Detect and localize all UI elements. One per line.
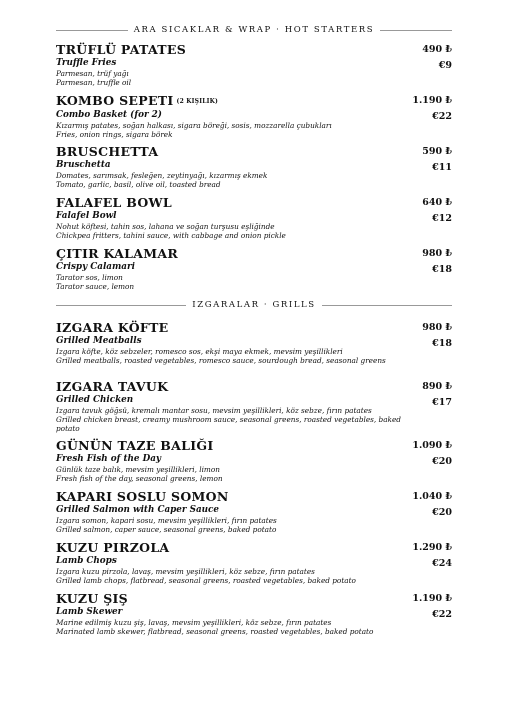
menu-item-truflu-patates (56, 42, 452, 87)
price-eur: €20 (432, 456, 452, 467)
item-description-tr: Izgara kuzu pirzola, lavaş, mevsim yeşillikleri, köz sebze, fırın patates (56, 567, 315, 576)
item-description-tr: Parmesan, trüf yağı (56, 69, 129, 78)
section-header-grills (56, 299, 452, 311)
item-name: GÜNÜN TAZE BALIĞI (56, 438, 214, 453)
item-name: ÇITIR KALAMAR (56, 246, 179, 261)
menu-item-citir-kalamar (56, 246, 452, 291)
price-eur: €18 (432, 338, 452, 349)
item-name: FALAFEL BOWL (56, 195, 172, 210)
price-eur: €18 (432, 264, 452, 275)
item-description-tr: Nohut köftesi, tahin sos, lahana ve soğan turşusu eşliğinde (56, 222, 275, 231)
item-english-name: Bruschetta (56, 160, 111, 170)
item-english-name: Combo Basket (for 2) (56, 110, 162, 120)
section-header-hot-starters (56, 24, 452, 36)
item-description-en: Chickpea fritters, tahini sauce, with cabbage and onion pickle (56, 231, 286, 240)
menu-item-kuzu-pirzola (56, 540, 452, 585)
price-eur: €12 (432, 213, 452, 224)
item-english-name: Falafel Bowl (56, 211, 117, 221)
menu-item-kuzu-sis (56, 591, 452, 636)
item-english-name: Lamb Chops (56, 556, 117, 566)
price-try: 590 ₺ (422, 146, 452, 157)
menu-item-gunun-taze-baligi (56, 438, 452, 483)
item-description-tr: Domates, sarımsak, fesleğen, zeytinyağı, kızarmış ekmek (56, 171, 268, 180)
menu-item-izgara-kofte (56, 320, 452, 365)
item-name: IZGARA KÖFTE (56, 320, 169, 335)
item-english-name: Lamb Skewer (56, 607, 123, 617)
price-try: 1.040 ₺ (412, 491, 452, 502)
price-try: 980 ₺ (422, 248, 452, 259)
item-description-en: Grilled salmon, caper sauce, seasonal greens, baked potato (56, 525, 277, 534)
price-eur: €20 (432, 507, 452, 518)
menu-item-kombo-sepeti (56, 93, 452, 139)
price-try: 490 ₺ (422, 44, 452, 55)
price-try: 1.290 ₺ (412, 542, 452, 553)
item-description-en: Tarator sauce, lemon (56, 282, 135, 291)
item-name: KAPARI SOSLU SOMON (56, 489, 229, 504)
item-name: TRÜFLÜ PATATES (56, 42, 187, 57)
item-description-en: Tomato, garlic, basil, olive oil, toasted bread (56, 180, 221, 189)
item-description-tr: Günlük taze balık, mevsim yeşillikleri, limon (56, 465, 220, 474)
price-try: 640 ₺ (422, 197, 452, 208)
item-description-tr: Izgara somon, kapari sosu, mevsim yeşillikleri, fırın patates (56, 516, 277, 525)
item-name: KUZU ŞIŞ (56, 591, 128, 606)
price-try: 1.090 ₺ (412, 440, 452, 451)
price-eur: €9 (438, 60, 452, 71)
price-eur: €11 (432, 162, 452, 173)
item-serving-note: (2 KIŞILIK) (176, 98, 219, 105)
item-description-en: Grilled meatballs, roasted vegetables, romesco sauce, sourdough bread, seasonal greens (56, 356, 386, 365)
item-description-en: Grilled lamb chops, flatbread, seasonal greens, roasted vegetables, baked potato (56, 576, 356, 585)
item-description-tr: Tarator sos, limon (56, 273, 123, 282)
item-english-name: Grilled Meatballs (56, 336, 142, 346)
price-try: 1.190 ₺ (412, 593, 452, 604)
item-description-en: Fresh fish of the day, seasonal greens, lemon (56, 474, 223, 483)
item-description-en: Marinated lamb skewer, flatbread, seasonal greens, roasted vegetables, baked potato (56, 627, 374, 636)
price-eur: €17 (432, 397, 452, 408)
item-description-en: Fries, onion rings, sigara börek (56, 130, 173, 139)
item-english-name: Fresh Fish of the Day (56, 454, 162, 464)
item-description-tr: Izgara tavuk göğsü, kremalı mantar sosu, mevsim yeşillikleri, köz sebze, fırın patates (56, 406, 372, 415)
price-try: 1.190 ₺ (412, 95, 452, 106)
item-description-en: Parmesan, truffle oil (56, 78, 132, 87)
item-english-name: Grilled Salmon with Caper Sauce (56, 505, 219, 515)
price-try: 980 ₺ (422, 322, 452, 333)
item-description-en: Grilled chicken breast, creamy mushroom sauce, seasonal greens, roasted vegetables, baked potato (56, 415, 401, 433)
item-english-name: Truffle Fries (56, 58, 117, 68)
item-name: KOMBO SEPETI (56, 93, 174, 108)
menu-item-izgara-tavuk (56, 379, 452, 433)
price-eur: €24 (432, 558, 452, 569)
menu-item-kapari-soslu-somon (56, 489, 452, 534)
item-description-tr: Izgara köfte, köz sebzeler, romesco sos, ekşi maya ekmek, mevsim yeşillikleri (56, 347, 343, 356)
price-eur: €22 (432, 111, 452, 122)
item-name: BRUSCHETTA (56, 144, 159, 159)
price-eur: €22 (432, 609, 452, 620)
item-name: KUZU PIRZOLA (56, 540, 170, 555)
section-title: IZGARALAR · GRILLS (186, 300, 321, 310)
menu-item-falafel-bowl (56, 195, 452, 240)
item-description-tr: Kızarmış patates, soğan halkası, sigara böreği, sosis, mozzarella çubukları (56, 121, 332, 130)
menu-item-bruschetta (56, 144, 452, 189)
item-english-name: Grilled Chicken (56, 395, 134, 405)
item-description-tr: Marine edilmiş kuzu şiş, lavaş, mevsim yeşillikleri, köz sebze, fırın patates (56, 618, 332, 627)
item-english-name: Crispy Calamari (56, 262, 135, 272)
item-name: IZGARA TAVUK (56, 379, 169, 394)
section-title: ARA SICAKLAR & WRAP · HOT STARTERS (128, 25, 380, 35)
price-try: 890 ₺ (422, 381, 452, 392)
